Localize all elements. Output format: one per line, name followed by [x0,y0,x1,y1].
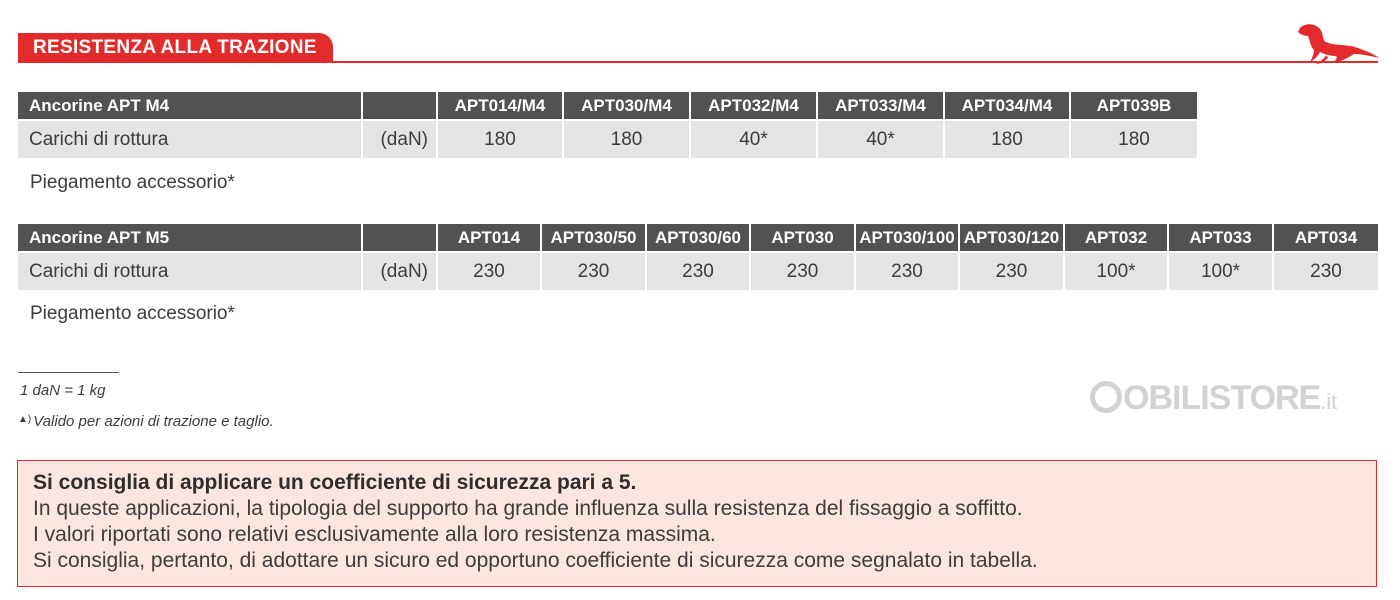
table-header-row [18,92,1197,120]
section-title: RESISTENZA ALLA TRAZIONE [18,33,333,62]
value-cell: 230 [750,252,855,290]
table-header-row [18,224,1378,252]
notice-line: Si consiglia, pertanto, di adottare un sicuro ed opportuno coefficiente di sicurezza come segnalato in tabella. [33,549,1038,572]
table-row [18,120,1197,158]
value-cell: 230 [646,252,750,290]
table-apt-m4 [18,92,1197,158]
column-header: APT033 [1168,224,1273,252]
row-label: Carichi di rottura [18,252,362,290]
column-header: APT030/50 [541,224,646,252]
value-cell: 230 [1273,252,1378,290]
column-header: APT034/M4 [944,92,1070,120]
value-cell: 180 [563,120,690,158]
table-label: Ancorine APT M5 [18,224,362,252]
table-note: Piegamento accessorio* [30,303,235,324]
column-header: APT030/100 [855,224,959,252]
value-cell: 40* [690,120,817,158]
value-cell: 100* [1168,252,1273,290]
unit-cell: (daN) [362,252,437,290]
header-divider [18,61,1378,63]
column-header: APT014/M4 [437,92,563,120]
notice-line: In queste applicazioni, la tipologia del supporto ha grande influenza sulla resistenza del fissaggio a soffitto. [33,497,1023,520]
value-cell: 230 [437,252,541,290]
value-cell: 180 [944,120,1070,158]
safety-notice [17,460,1377,587]
header-unit-cell [362,224,437,252]
footnote-validity [18,413,274,430]
nobilistore-watermark [1090,379,1337,418]
watermark-tld: .it [1320,389,1338,414]
row-label: Carichi di rottura [18,120,362,158]
notice-line: I valori riportati sono relativi esclusivamente alla loro resistenza massima. [33,523,716,546]
footnote-conversion: 1 daN = 1 kg [20,382,106,399]
column-header: APT030 [750,224,855,252]
red-lizard-logo-icon [1296,18,1380,66]
column-header: APT033/M4 [817,92,944,120]
value-cell: 40* [817,120,944,158]
header-unit-cell [362,92,437,120]
unit-cell: (daN) [362,120,437,158]
value-cell: 230 [541,252,646,290]
footnote-validity-text: Valido per azioni di trazione e taglio. [33,413,274,430]
watermark-n-circle-icon [1090,381,1122,413]
value-cell: 230 [959,252,1064,290]
table-note: Piegamento accessorio* [30,172,235,193]
column-header: APT032 [1064,224,1168,252]
column-header: APT030/120 [959,224,1064,252]
footnote-divider [18,372,119,373]
footnote-mark: ▲) [18,414,32,425]
value-cell: 180 [437,120,563,158]
table-apt-m5 [18,224,1378,290]
column-header: APT039B [1070,92,1197,120]
column-header: APT030/60 [646,224,750,252]
column-header: APT034 [1273,224,1378,252]
value-cell: 180 [1070,120,1197,158]
watermark-brand: OBILISTORE [1123,379,1321,417]
value-cell: 100* [1064,252,1168,290]
table-label: Ancorine APT M4 [18,92,362,120]
column-header: APT030/M4 [563,92,690,120]
table-row [18,252,1378,290]
column-header: APT032/M4 [690,92,817,120]
notice-title: Si consiglia di applicare un coefficiente di sicurezza pari a 5. [33,471,637,494]
value-cell: 230 [855,252,959,290]
column-header: APT014 [437,224,541,252]
